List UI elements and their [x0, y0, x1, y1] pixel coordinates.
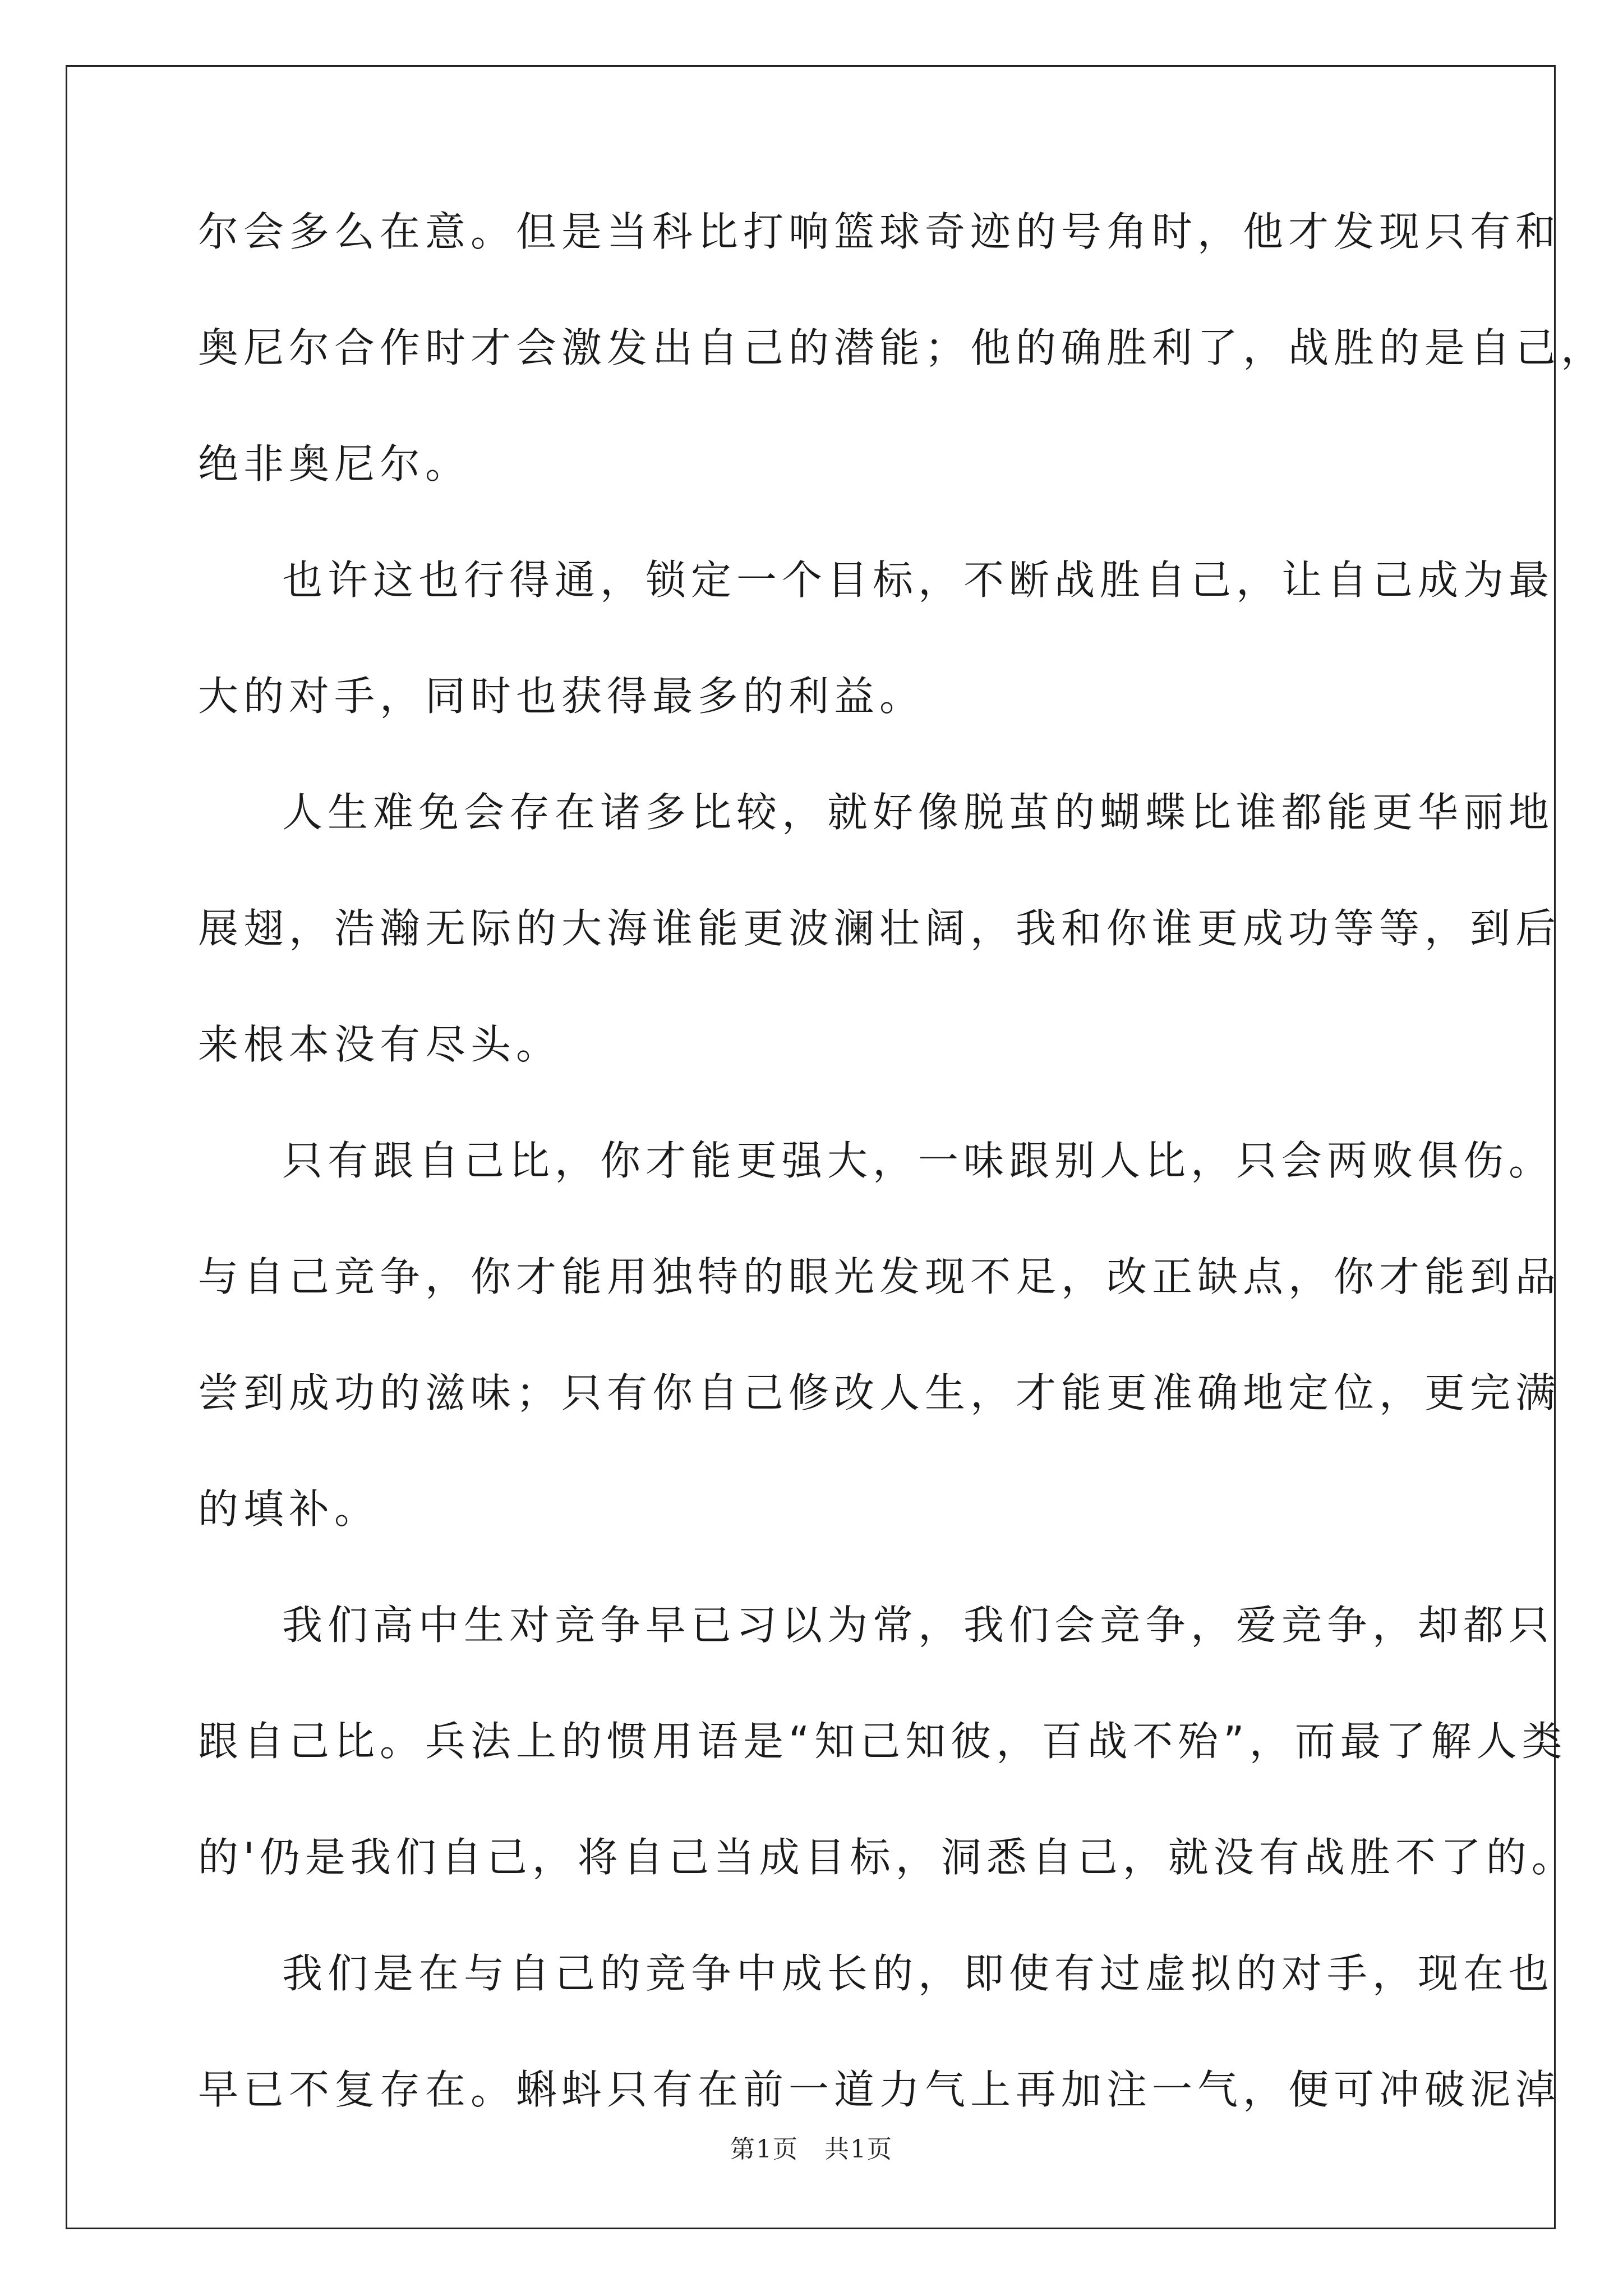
text-line: 只有跟自己比，你才能更强大，一味跟别人比，只会两败俱伤。 [282, 1137, 1555, 1184]
text-line: 与自己竞争，你才能用独特的眼光发现不足，改正缺点，你才能到品 [198, 1253, 1561, 1300]
page-number-footer: 第1页 共1页 [730, 2135, 893, 2164]
text-line: 跟自己比。兵法上的惯用语是“知己知彼，百战不殆”，而最了解人类 [198, 1718, 1567, 1765]
text-line: 也许这也行得通，锁定一个目标，不断战胜自己，让自己成为最 [282, 556, 1555, 604]
text-line: 我们高中生对竞争早已习以为常，我们会竞争，爱竞争，却都只 [282, 1602, 1555, 1649]
text-line: 人生难免会存在诸多比较，就好像脱茧的蝴蝶比谁都能更华丽地 [282, 789, 1555, 836]
text-line: 大的对手，同时也获得最多的利益。 [198, 673, 925, 720]
text-line: 早已不复存在。蝌蚪只有在前一道力气上再加注一气，便可冲破泥淖 [198, 2066, 1561, 2113]
text-line: 绝非奥尼尔。 [198, 440, 471, 487]
text-line: 尝到成功的滋味；只有你自己修改人生，才能更准确地定位，更完满 [198, 1369, 1561, 1416]
document-body [198, 205, 1607, 2179]
text-line: 我们是在与自己的竞争中成长的，即使有过虚拟的对手，现在也 [282, 1950, 1555, 1997]
text-line: 的填补。 [198, 1485, 380, 1533]
text-line: 奥尼尔合作时才会激发出自己的潜能；他的确胜利了，战胜的是自己， [198, 324, 1607, 371]
text-line: 展翅，浩瀚无际的大海谁能更波澜壮阔，我和你谁更成功等等，到后 [198, 905, 1561, 952]
text-line: 尔会多么在意。但是当科比打响篮球奇迹的号角时，他才发现只有和 [198, 208, 1561, 255]
text-line: 来根本没有尽头。 [198, 1021, 562, 1068]
text-line: 的'仍是我们自己，将自己当成目标，洞悉自己，就没有战胜不了的。 [198, 1834, 1577, 1881]
